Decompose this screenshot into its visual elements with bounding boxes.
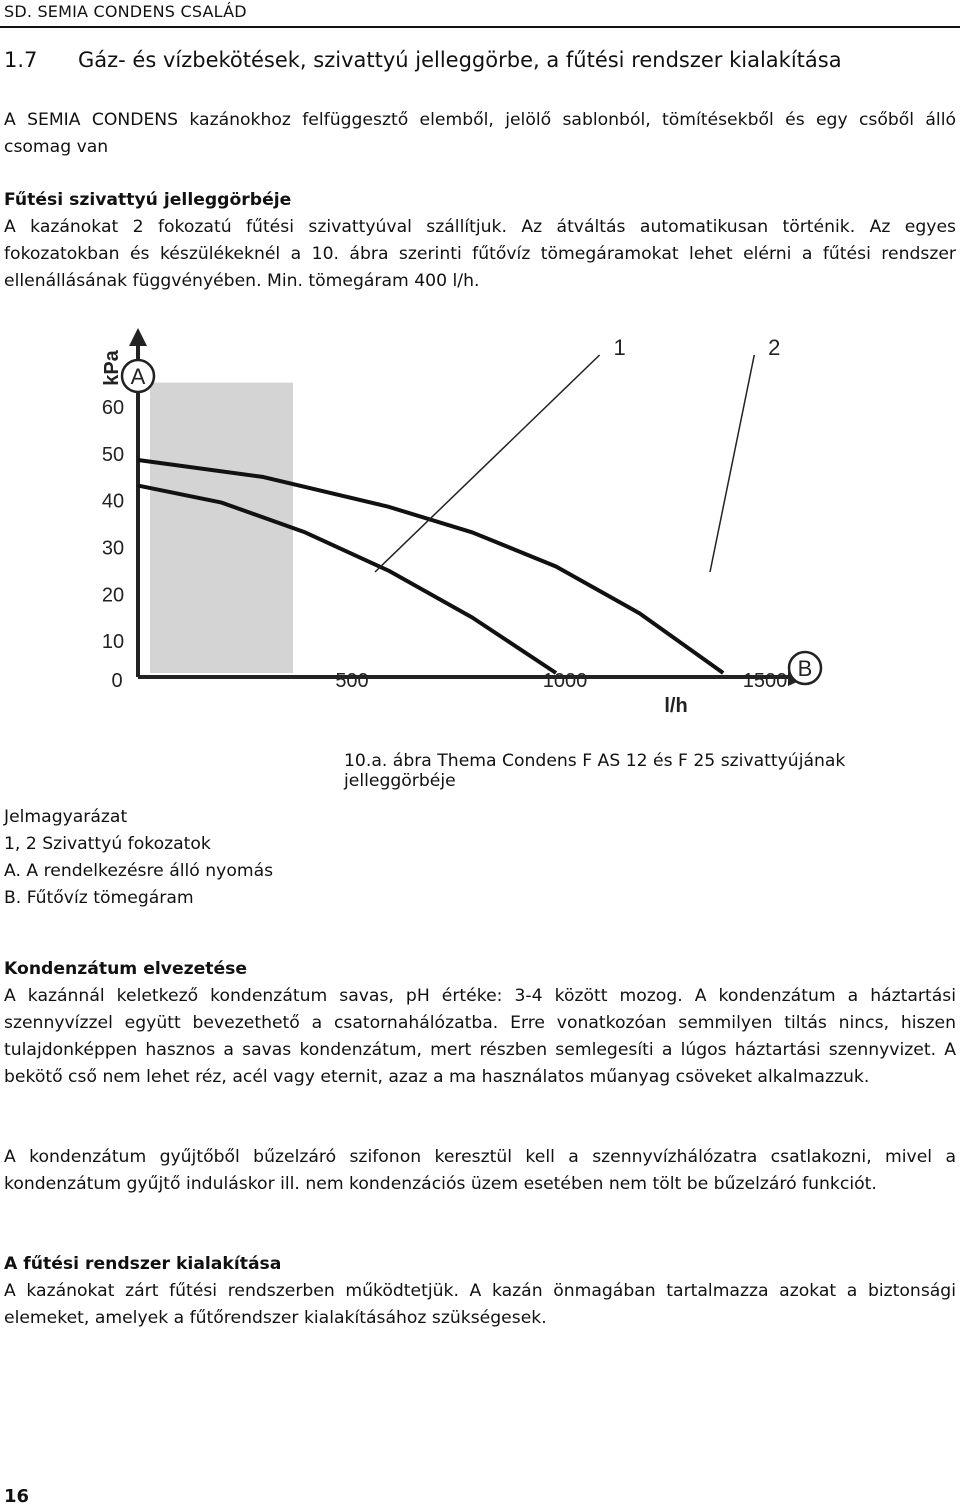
y-axis-title: kPa bbox=[101, 350, 123, 386]
y-axis-arrow bbox=[129, 328, 147, 346]
y-tick-label: 40 bbox=[101, 490, 125, 513]
y-axis-marker-label: A bbox=[130, 364, 146, 389]
system-paragraph: A kazánokat zárt fűtési rendszerben működtetjük. A kazán önmagában tartalmazza azokat a biztonsági elemeket, amelyek a fűtőrendszer kialakításához szükségesek. bbox=[4, 1281, 956, 1328]
x-tick-label: 1500 bbox=[742, 670, 788, 692]
x-tick-label: 0 bbox=[111, 670, 123, 692]
legend-item: B. Fűtővíz tömegáram bbox=[4, 888, 194, 908]
x-axis-marker-label: B bbox=[797, 656, 813, 681]
curve-leader-line-2 bbox=[710, 355, 754, 572]
y-tick-label: 10 bbox=[101, 631, 125, 654]
x-axis-title: l/h bbox=[664, 695, 688, 717]
x-tick-label: 500 bbox=[335, 670, 369, 692]
intro-paragraph: A SEMIA CONDENS kazánokhoz felfüggesztő elemből, jelölő sablonból, tömítésekből és egy csőből álló csomag van bbox=[4, 110, 956, 157]
running-header: SD. SEMIA CONDENS CSALÁD bbox=[4, 2, 247, 21]
page-number: 16 bbox=[4, 1486, 30, 1507]
pump-paragraph: A kazánokat 2 fokozatú fűtési szivattyúval szállítjuk. Az átváltás automatikusan történik. Az egyes fokozatokban és készülékeknél a 10. ábra szerinti fűtővíz tömegáramokat lehet elérni a fűtési rendszer ellenállásának függvényében. Min. tömegáram 400 l/h. bbox=[4, 217, 956, 291]
condensate-heading: Kondenzátum elvezetése bbox=[4, 959, 248, 979]
legend-item: 1, 2 Szivattyú fokozatok bbox=[4, 834, 211, 854]
legend bbox=[4, 804, 273, 912]
y-tick-label: 20 bbox=[101, 584, 125, 607]
y-tick-label: 50 bbox=[101, 443, 125, 466]
shaded-region bbox=[150, 383, 293, 673]
section-title: Gáz- és vízbekötések, szivattyú jelleggörbe, a fűtési rendszer kialakítása bbox=[78, 48, 842, 72]
pump-heading: Fűtési szivattyú jelleggörbéje bbox=[4, 190, 292, 210]
x-tick-label: 1000 bbox=[542, 670, 588, 692]
curve-label-1: 1 bbox=[613, 335, 626, 360]
system-heading: A fűtési rendszer kialakítása bbox=[4, 1254, 282, 1274]
condensate-paragraph-2: A kondenzátum gyűjtőből bűzelzáró szifonon keresztül kell a szennyvízhálózatra csatlakozni, mivel a kondenzátum gyűjtő induláskor ill. nem kondenzációs üzem esetében nem tölt be bűzelzáró funkciót. bbox=[4, 1147, 956, 1194]
pump-curve-chart bbox=[0, 320, 960, 740]
y-tick-label: 60 bbox=[101, 397, 125, 419]
y-tick-label: 30 bbox=[101, 537, 125, 560]
legend-title: Jelmagyarázat bbox=[4, 807, 128, 827]
figure-caption: 10.a. ábra Thema Condens F AS 12 és F 25 szivattyújának jelleggörbéje bbox=[344, 751, 846, 791]
curve-label-2: 2 bbox=[768, 335, 781, 360]
condensate-paragraph-1: A kazánnál keletkező kondenzátum savas, pH értéke: 3-4 között mozog. A kondenzátum a háztartási szennyvízzel együtt bevezethető a csatornahálózatba. Erre vonatkozóan semmilyen tiltás nincs, hiszen tulajdonképpen hasznos a savas kondenzátum, mert részben semlegesíti a lúgos háztartási szennyvizet. A bekötő cső nem lehet réz, acél vagy eternit, azaz a ma használatos műanyag csöveket alkalmazzuk. bbox=[4, 986, 956, 1087]
header-rule bbox=[0, 26, 960, 28]
legend-item: A. A rendelkezésre álló nyomás bbox=[4, 861, 274, 881]
section-number: 1.7 bbox=[4, 48, 38, 72]
